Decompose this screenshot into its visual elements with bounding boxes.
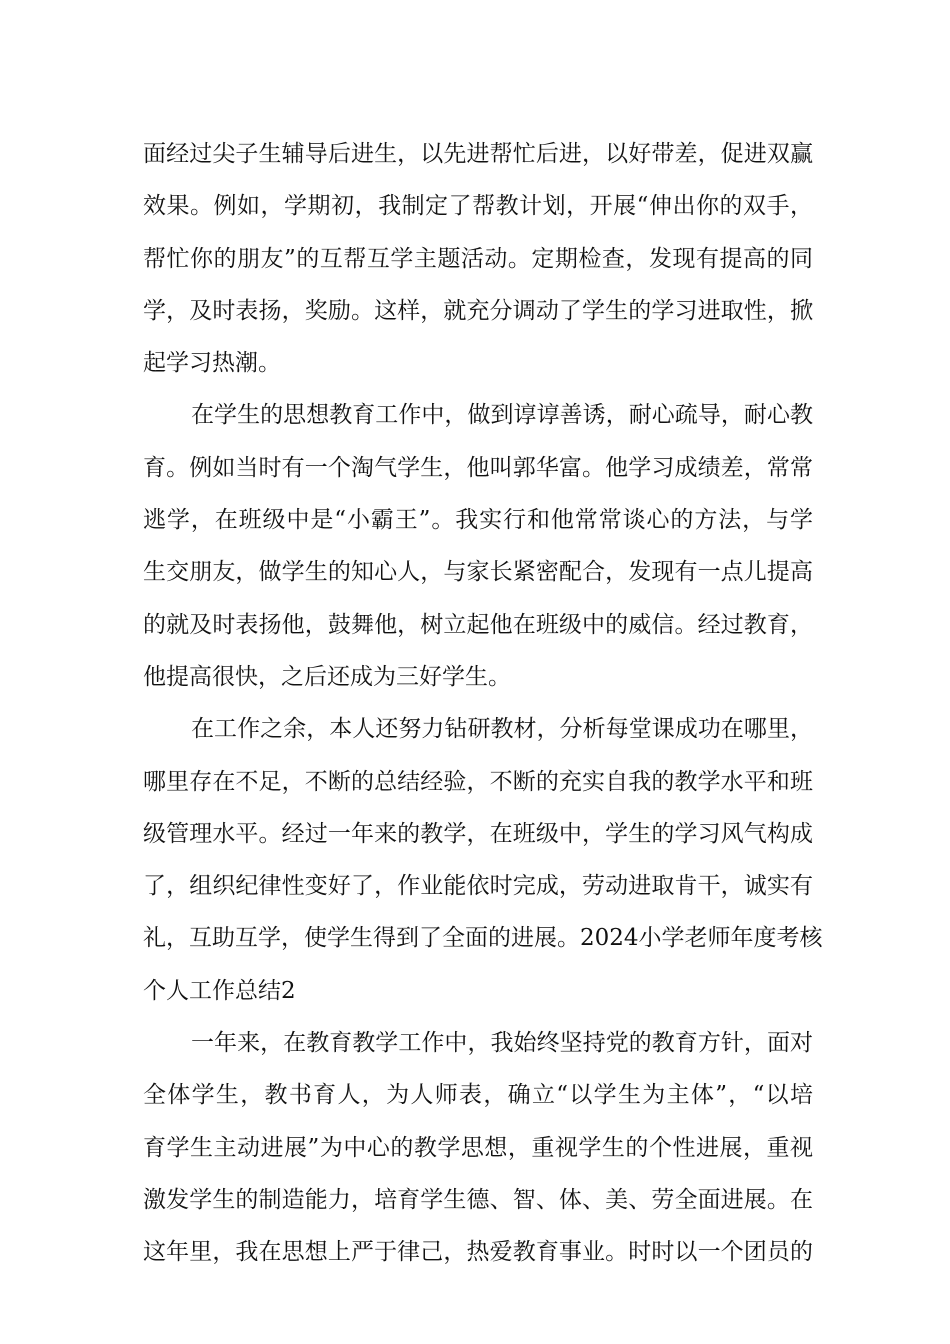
text-line: 起学习热潮。 [143,350,281,377]
text-line: 全体学生，教书育人，为人师表，确立“以学生为主体”，“以培 [143,1082,813,1109]
text-line: 育。例如当时有一个淘气学生，他叫郭华富。他学习成绩差，常常 [143,454,813,481]
text-line: 学，及时表扬，奖励。这样，就充分调动了学生的学习进取性，掀 [143,297,813,324]
text-line: 逃学，在班级中是“小霸王”。我实行和他常常谈心的方法，与学 [143,507,813,534]
text-line: 他提高很快，之后还成为三好学生。 [143,663,511,690]
text-line: 育学生主动进展”为中心的教学思想，重视学生的个性进展，重视 [143,1134,813,1161]
text-line: 哪里存在不足，不断的总结经验，不断的充实自我的教学水平和班 [143,768,813,795]
text-line: 个人工作总结2 [143,977,296,1004]
text-line: 级管理水平。经过一年来的教学，在班级中，学生的学习风气构成 [143,820,813,847]
text-line: 面经过尖子生辅导后进生，以先进帮忙后进，以好带差，促进双赢 [143,141,813,167]
text-line: 激发学生的制造能力，培育学生德、智、体、美、劳全面进展。在 [143,1186,813,1213]
document-body [143,128,823,1279]
text-line: 礼，互助互学，使学生得到了全面的进展。2024小学老师年度考核 [143,925,823,952]
text-line: 帮忙你的朋友”的互帮互学主题活动。定期检查，发现有提高的同 [143,245,813,272]
text-line: 生交朋友，做学生的知心人，与家长紧密配合，发现有一点儿提高 [143,559,813,586]
text-line: 了，组织纪律性变好了，作业能依时完成，劳动进取肯干，诚实有 [143,873,813,900]
text-line: 这年里，我在思想上严于律己，热爱教育事业。时时以一个团员的 [143,1239,813,1266]
paragraph-first-line: 在学生的思想教育工作中，做到谆谆善诱，耐心疏导，耐心教 [191,402,813,429]
text-line: 的就及时表扬他，鼓舞他，树立起他在班级中的威信。经过教育， [143,611,813,638]
paragraph-first-line: 一年来，在教育教学工作中，我始终坚持党的教育方针，面对 [191,1030,813,1057]
paragraph-first-line: 在工作之余，本人还努力钻研教材，分析每堂课成功在哪里， [191,716,813,743]
text-line: 效果。例如，学期初，我制定了帮教计划，开展“伸出你的双手， [143,193,813,220]
